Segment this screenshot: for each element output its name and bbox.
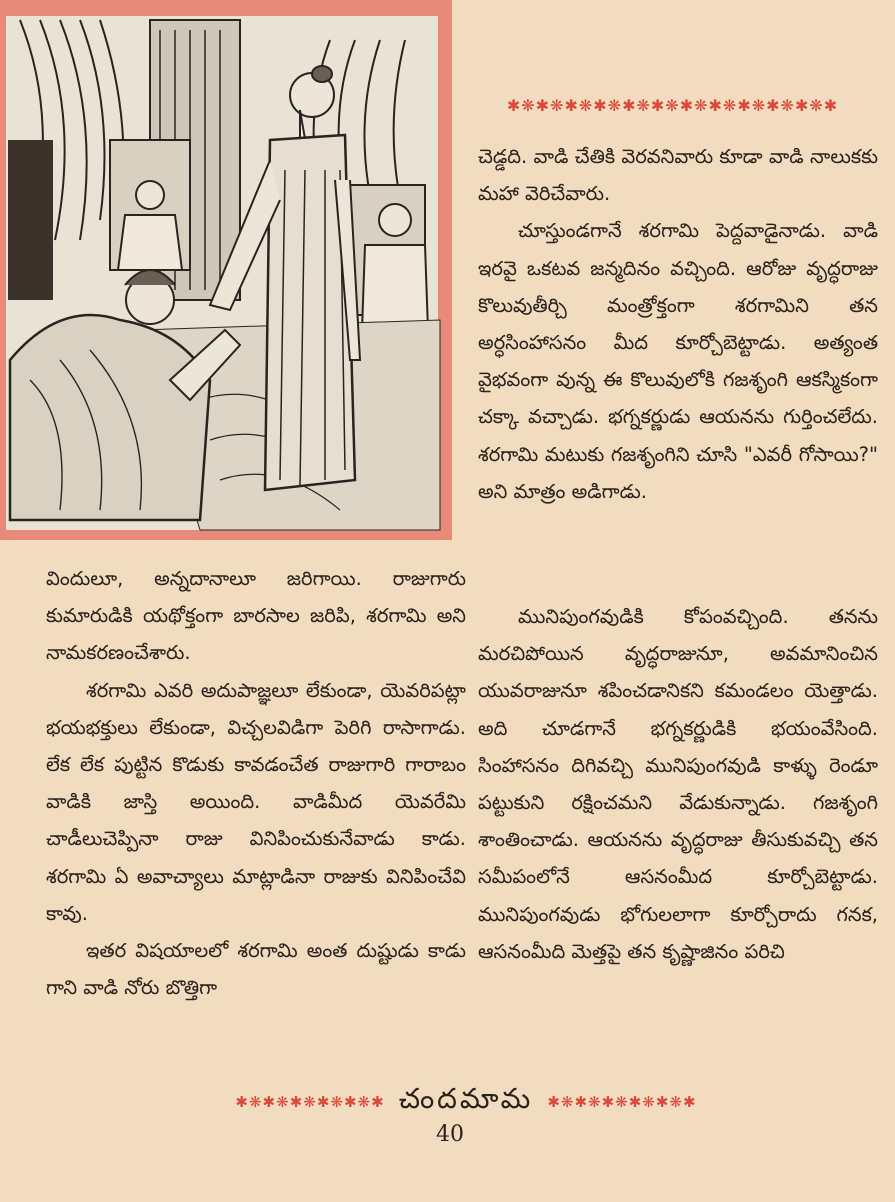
right-column-top-text bbox=[478, 138, 878, 510]
paragraph: ఇతర విషయాలలో శరగామి అంత దుష్టుడు కాడు గాని వాడి నోరు బొత్తిగా bbox=[46, 939, 466, 1000]
paragraph: విందులూ, అన్నదానాలూ జరిగాయి. రాజుగారు కుమారుడికి యథోక్తంగా బారసాల జరిపి, శరగామి అని నామకరణంచేశారు. bbox=[46, 567, 466, 665]
story-illustration bbox=[0, 0, 452, 540]
magazine-name: చందమామ bbox=[398, 1082, 534, 1115]
page-number: 40 bbox=[436, 1122, 464, 1147]
paragraph: శరగామి ఎవరి అదుపాజ్ఞలూ లేకుండా, యెవరిపట్లా భయభక్తులు లేకుండా, విచ్చలవిడిగా పెరిగి రాసాగాడు. లేక లేక పుట్టిన కొడుకు కావడంచేత రాజుగారి గారాబం వాడికి జాస్తి అయింది. వాడిమీద యెవరేమి చాడీలుచెప్పినా రాజు వినిపించుకునేవాడు కాడు. శరగామి ఏ అవాచ్యాలు మాట్లాడినా రాజుకు వినిపించేవి కావు. bbox=[46, 678, 466, 925]
top-border-decoration: ✱❋✱❋✱❋✱❋✱❋✱❋✱❋✱❋✱❋✱❋✱❋✱ bbox=[506, 95, 839, 115]
paragraph: చూస్తుండగానే శరగామి పెద్దవాడైనాడు. వాడి ఇరవై ఒకటవ జన్మదినం వచ్చింది. ఆరోజు వృద్ధరాజు కొలువుతీర్చి మంత్రోక్తంగా శరగామిని తన అర్ధసింహాసనం మీద కూర్చోబెట్టాడు. అత్యంత వైభవంగా వున్న ఈ కొలువులోకి గజశృంగి ఆకస్మికంగా చక్కా వచ్చాడు. భగ్నకర్ణుడు ఆయనను గుర్తించలేదు. శరగామి మటుకు గజశృంగిని చూసి "ఎవరీ గోసాయి?" అని మాత్రం అడిగాడు. bbox=[478, 219, 878, 503]
footer-decoration-left: ✱❋✱❋✱❋✱❋✱❋✱ bbox=[235, 1093, 385, 1111]
left-column-text bbox=[46, 560, 466, 1006]
right-column-bottom-text bbox=[478, 598, 878, 970]
magazine-footer bbox=[86, 1083, 846, 1121]
paragraph: మునిపుంగవుడికి కోపంవచ్చింది. తనను మరచిపోయిన వృద్ధరాజునూ, అవమానించిన యువరాజునూ శపించడానికని కమండలం యెత్తాడు. అది చూడగానే భగ్నకర్ణుడికి భయంవేసింది. సింహాసనం దిగివచ్చి మునిపుంగవుడి కాళ్ళు రెండూ పట్టుకుని రక్షించమని వేడుకున్నాడు. గజశృంగి శాంతించాడు. ఆయనను వృద్ధరాజు తీసుకువచ్చి తన సమీపంలోనే ఆసనంమీద కూర్చోబెట్టాడు. మునిపుంగవుడు భోగులలాగా కూర్చోరాదు గనక, ఆసనంమీది మెత్తపై తన కృష్ణాజినం పరిచి bbox=[478, 605, 878, 963]
footer-decoration-right: ✱❋✱❋✱❋✱❋✱❋✱ bbox=[547, 1093, 697, 1111]
paragraph: చెడ్డది. వాడి చేతికి వెరవనివారు కూడా వాడి నాలుకకు మహా వెరిచేవారు. bbox=[478, 145, 878, 206]
illustration-drawing bbox=[0, 0, 452, 540]
